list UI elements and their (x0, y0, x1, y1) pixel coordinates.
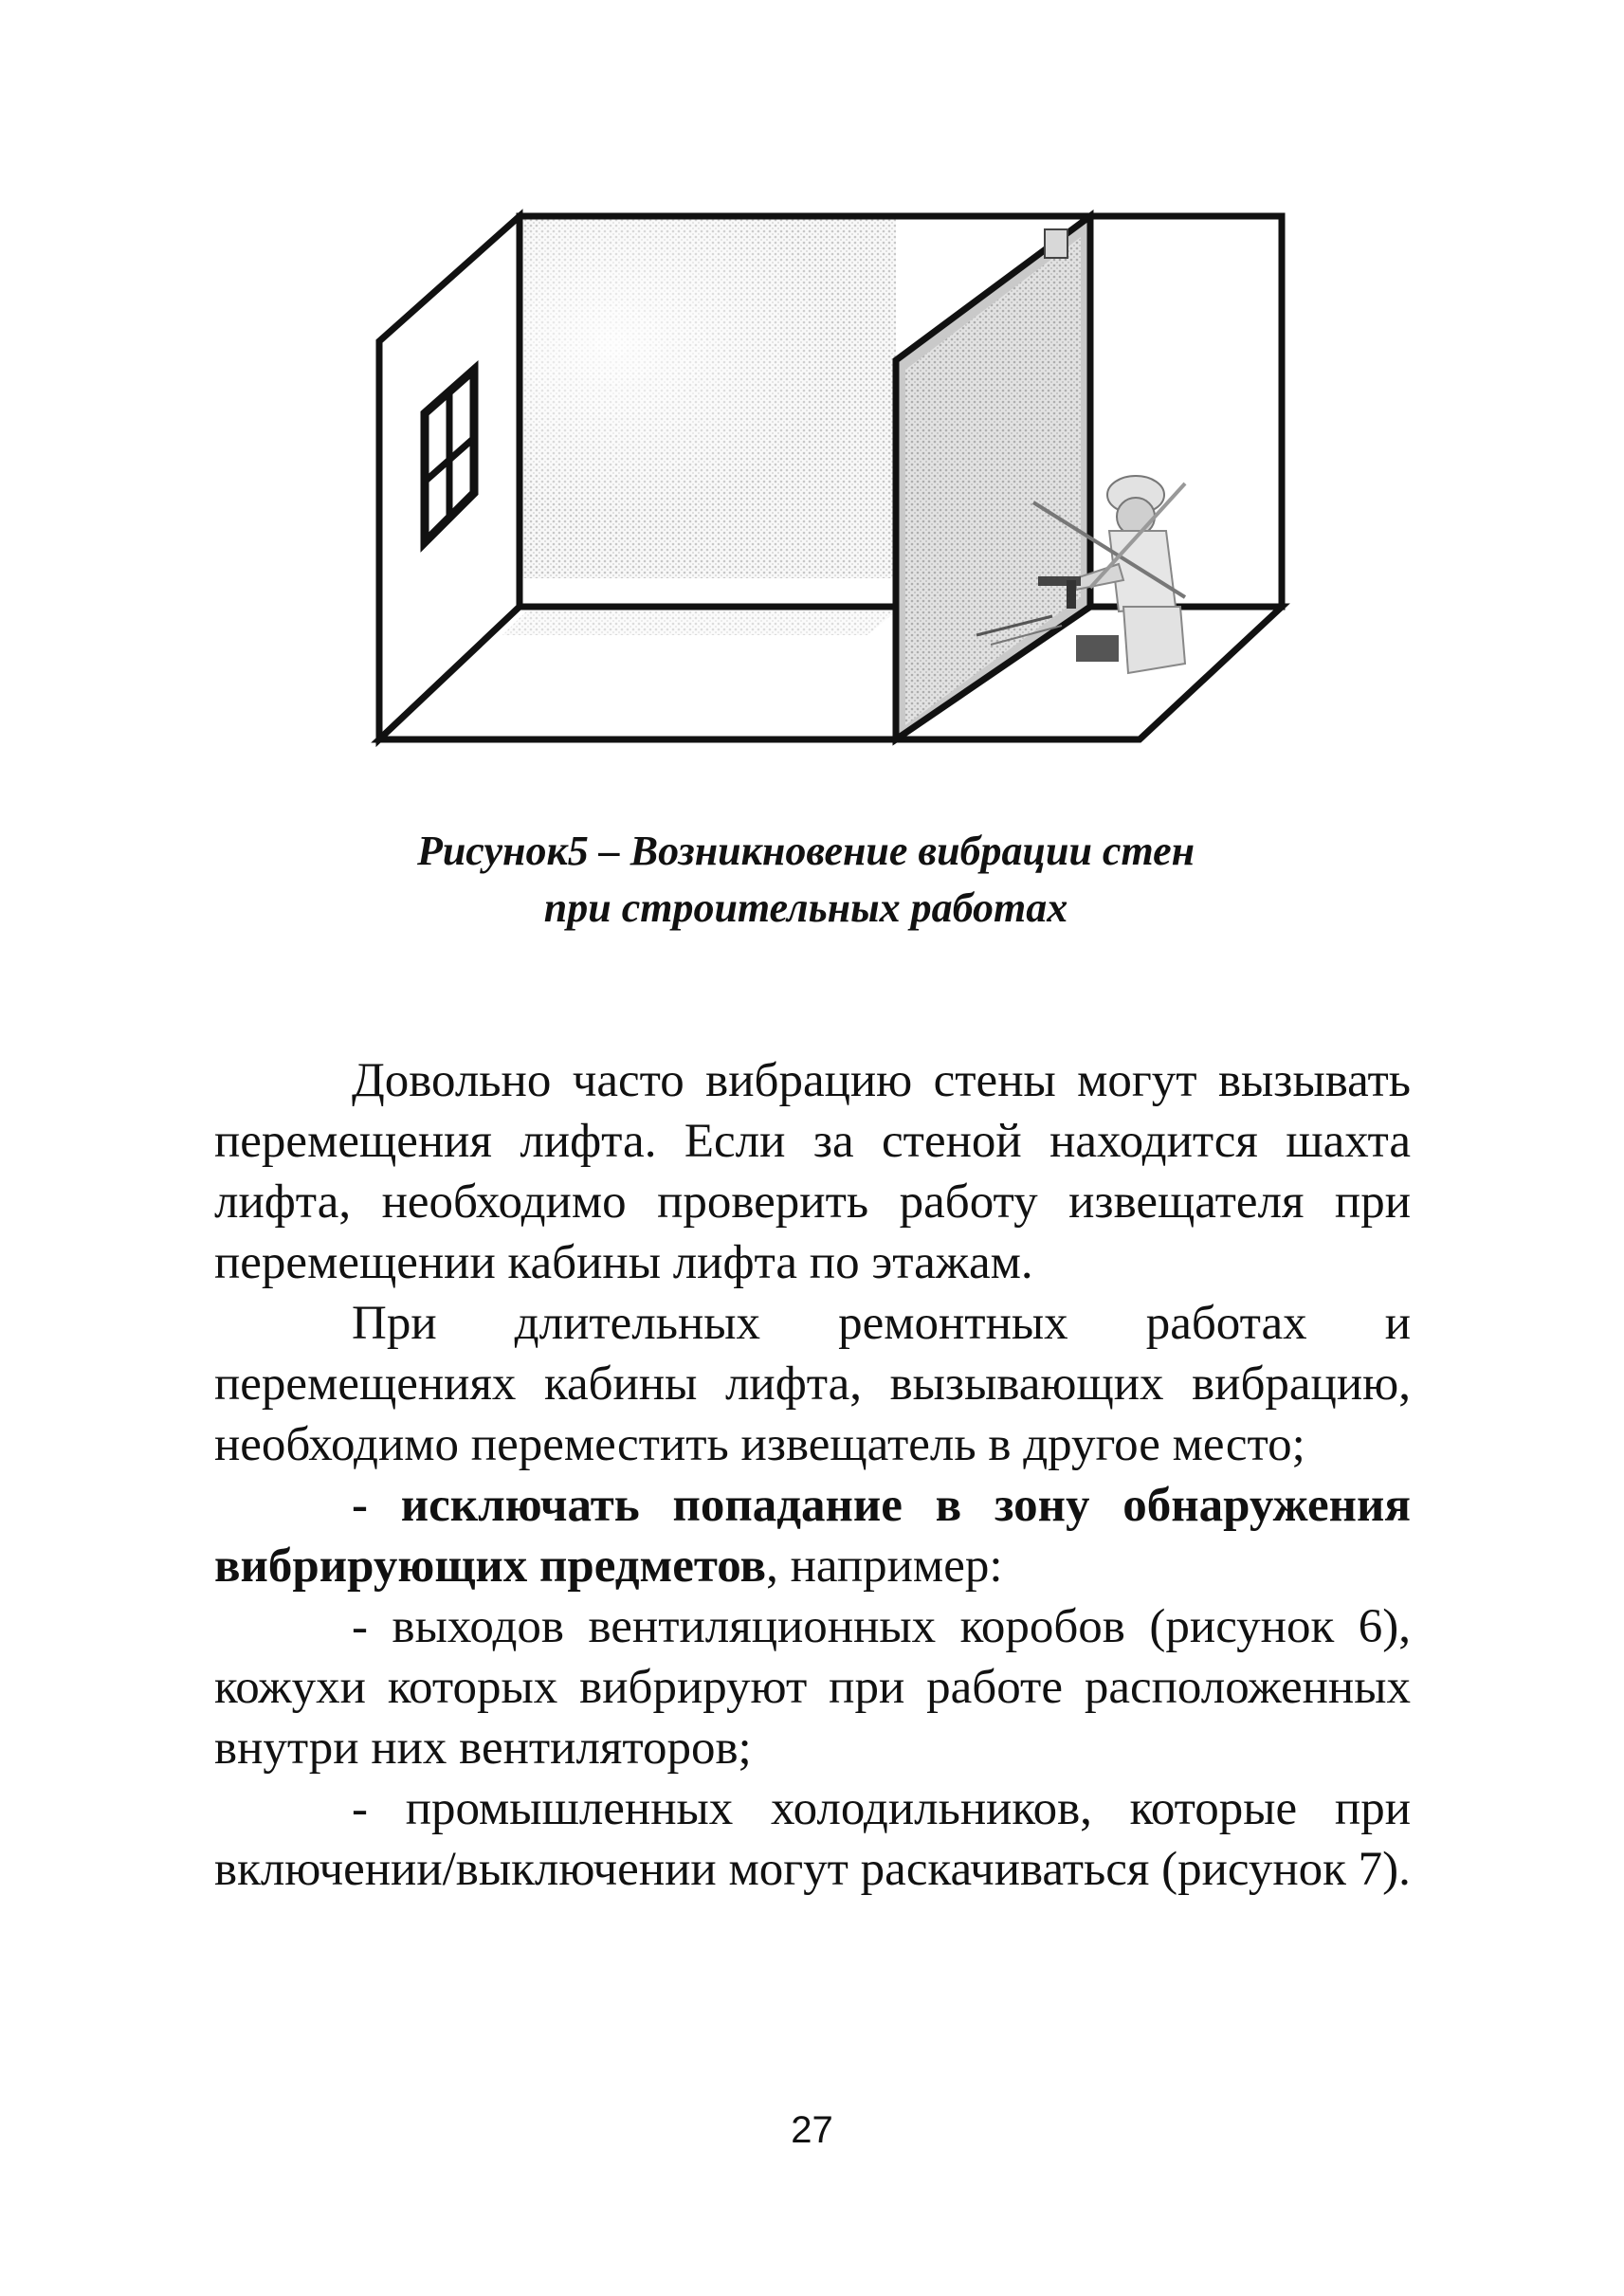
bold-instruction: - исключать попадание в зону обнаружения вибрирующих предметов (214, 1479, 1411, 1593)
paragraph-exclude-objects (214, 1475, 1411, 1596)
room-illustration (370, 190, 1318, 777)
caption-line-2: при строительных работах (543, 884, 1068, 931)
body-text (214, 1050, 1411, 1900)
instruction-continuation: , например: (766, 1540, 1003, 1593)
list-item-ventilation: - выходов вентиляционных коробов (рисунок 6), кожухи которых вибрируют при работе расположенных внутри них вентиляторов; (214, 1600, 1411, 1775)
page-number: 27 (791, 2109, 833, 2151)
list-item-refrigerators: - промышленных холодильников, которые при включении/выключении могут раскачиваться (рисунок 7). (214, 1782, 1411, 1896)
paragraph-elevator: Довольно часто вибрацию стены могут вызывать перемещения лифта. Если за стеной находится шахта лифта, необходимо проверить работу извещателя при перемещении кабины лифта по этажам. (214, 1054, 1411, 1289)
caption-line-1: Рисунок5 – Возникновение вибрации стен (416, 828, 1195, 874)
paragraph-repair-works: При длительных ремонтных работах и перемещениях кабины лифта, вызывающих вибрацию, необходимо переместить извещатель в другое место; (214, 1297, 1411, 1471)
sensor-icon (1045, 229, 1067, 258)
room-vibration-figure (370, 190, 1318, 777)
figure-caption (237, 823, 1375, 937)
